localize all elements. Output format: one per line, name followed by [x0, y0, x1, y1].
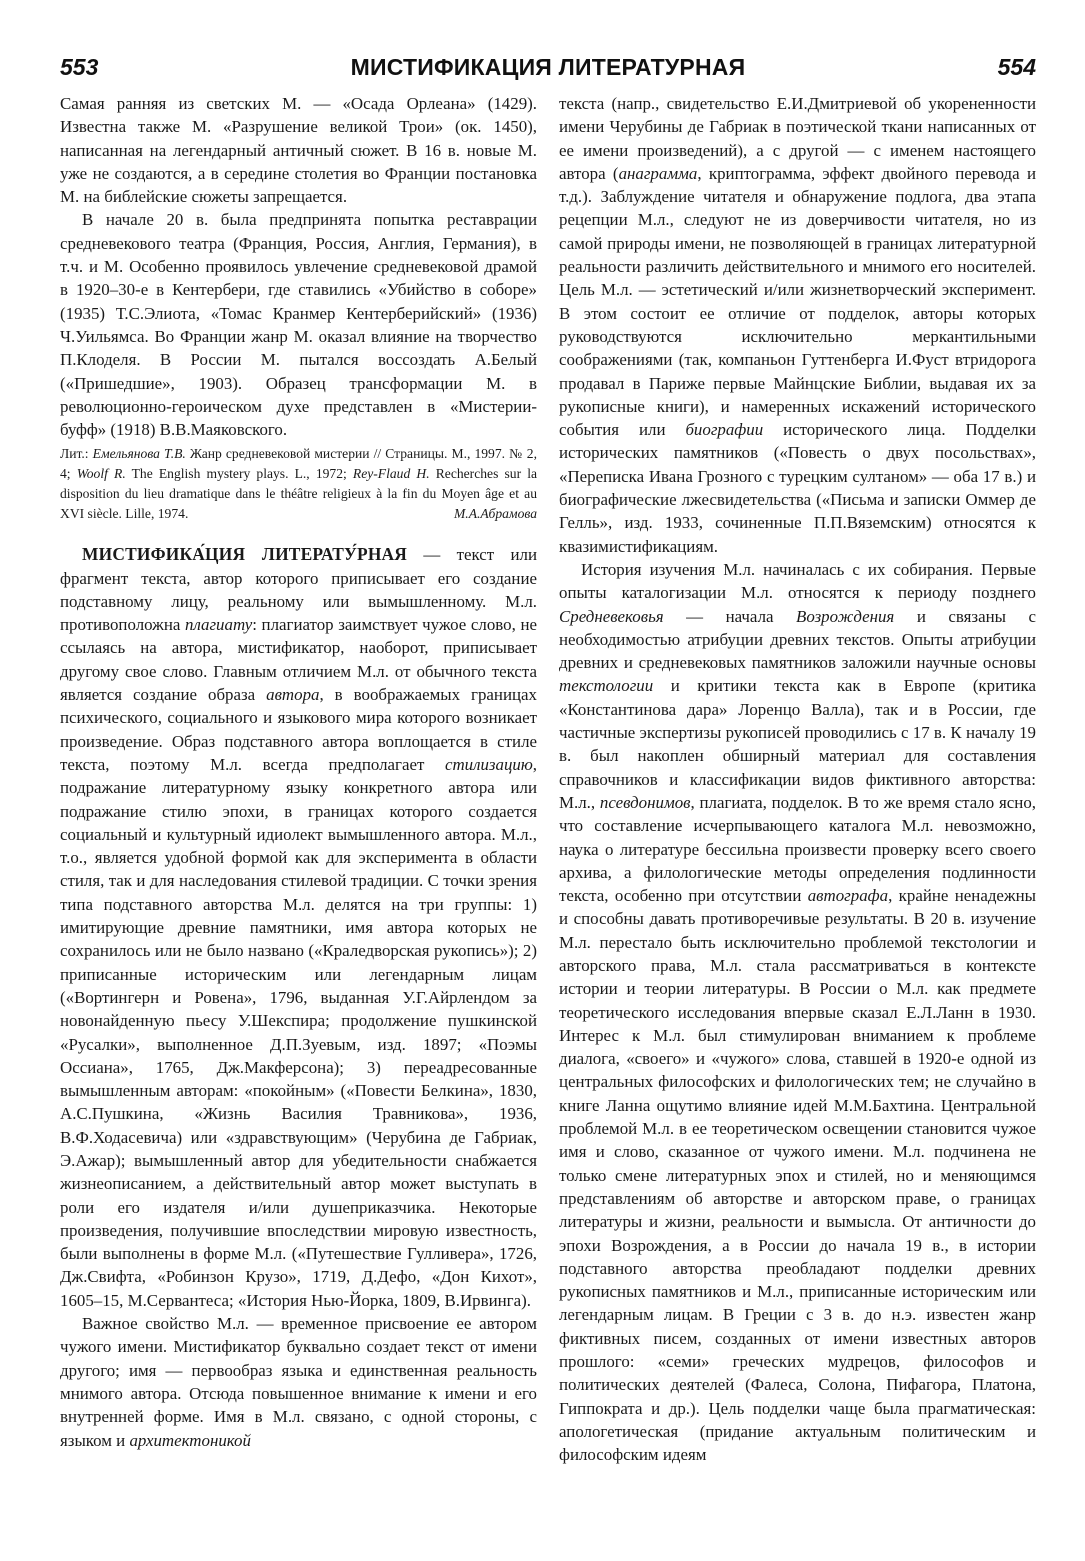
text: исторического лица. Подделки исторических памятников («Повесть о двух посольствах», «Переписка Ивана Грозного с турецким султаном» — оба 17 в.) и биографические лжесвидетельства («Письма и записки Оммер де Гелль», изд. 1933, сочиненные П.П.Вяземским) относятся к квазимистификациям.: [559, 420, 1036, 556]
running-header: [60, 54, 1036, 88]
text: , крайне ненадежны и способны давать противоречивые результаты. В 20 в. изучение М.л. перестало быть исключительно проблемой текстологии и авторского права, М.л. стала рассматриваться в контексте истории и теории литературы. В России о М.л. как предмете теоретического исследования впервые сказал Е.Л.Ланн в 1930. Интерес к М.л. был стимулирован вниманием к проблеме диалога, «своего» и «чужого» слова, ставшей в 1920-е одной из центральных философских и филологических тем; не случайно в книге Ланна ощутимо влияние идей М.М.Бахтина. Центральной проблемой М.л. в ее теоретическом освещении становится чужое имя и слово, сказанное от чужого имени. М.л. подчинена не только смене литературных эпох и стилей, но и меняющимся представлениям об авторстве и авторском праве, о границах литературы и жизни, реальности и вымысла. От античности до эпохи Возрождения, а в России до начала 19 в., в истории подставного авторства преобладают подделки древних рукописных памятников и М.л., приписанные историческим или легендарным лицам. В Греции с 3 в. до н.э. известен жанр фиктивных писем, созданных от имени известных авторов прошлого: «семи» греческих мудрецов, философов и политических деятелей (Фалеса, Солона, Пифагора, Платона, Гиппократа и др.). Цель подделки чаще была прагматическая: апологетическая (придание актуальным политическим и философским идеям: [559, 886, 1036, 1465]
text: — начала: [663, 606, 797, 626]
text: , криптограмма, эффект двойного перевода и т.д.). Заблуждение читателя и обнаружение подлога, два этапа рецепции М.л., следуют не из доверчивости читателя, но из самой природы имени, не позволяющей в границах литературной реальности различить действительного и мнимого его носителей. Цель М.л. — эстетический и/или жизнетворческий эксперимент. В этом состоит ее отличие от подделок, авторы которых руководствуются исключительно меркантильными соображениями (так, компаньон Гуттенберга И.Фуст втридорога продавал в Париже первые Майнцские Библии, выдавая их за рукописные книги), и намеренных искажений исторического события или: [559, 163, 1036, 440]
left-column: [60, 92, 537, 1467]
cross-ref: автора: [266, 685, 320, 705]
lit-text: The English mystery plays. L., 1972;: [125, 466, 353, 482]
paragraph: В начале 20 в. была предпринята попытка реставрации средневекового театра (Франция, Россия, Англия, Германия), в т.ч. и М. Особенно проявилось увлечение средневековой драмой в 1920–30-е в Кентербери, где ставились «Убийство в соборе» (1935) Т.С.Элиота, «Томас Кранмер Кентерберийский» (1936) Ч.Уильямса. Во Франции жанр М. оказал влияние на творчество П.Клоделя. В России М. пытался воссоздать А.Белый («Пришедшие», 1903). Образец трансформации М. в революционно-героическом духе представлен в «Мистерии-буфф» (1918) В.В.Маяковского.: [60, 210, 537, 440]
lit-author: Емельянова Т.В.: [92, 446, 186, 462]
paragraph: Самая ранняя из светских М. — «Осада Орлеана» (1429). Известна также М. «Разрушение великой Трои» (ок. 1450), написанная на легендарный античный сюжет. В 16 в. новые М. уже не создаются, а в середине столетия во Франции постановка М. на библейские сюжеты запрещается.: [60, 94, 537, 207]
lit-text: Жанр средневековой мистерии // Страницы. М., 1997. № 2, 4;: [60, 446, 537, 482]
page-number-right: 554: [997, 54, 1036, 80]
bibliography: [60, 444, 537, 523]
cross-ref: автографа: [807, 886, 889, 906]
text: текста (напр., свидетельство Е.И.Дмитриевой об укорененности имени Черубины де Габриак в поэтической ткани написанных от ее имени произведений), а с другой — с именем настоящего автора (: [559, 94, 1036, 183]
paragraph: [559, 92, 1036, 558]
lit-author: Rey-Flaud H.: [352, 466, 430, 482]
text: История изучения М.л. начиналась с их собирания. Первые опыты каталогизации М.л. относятся к периоду позднего: [559, 559, 1036, 603]
paragraph: [559, 558, 1036, 1467]
text: , плагиата, подделок. В то же время стало ясно, что составление исчерпывающего каталога М.л. невозможно, наука о литературе бессильна произвести проверку всего своего архива, а филологические методы определения подлинности текста, особенно при отсутствии: [559, 792, 1036, 906]
text: Важное свойство М.л. — временное присвоение ее автором чужого имени. Мистификатор буквально создает текст от имени другого; имя — первообраз языка и единственная реальность мнимого автора. Отсюда повышенное внимание к имени и его внутренней форме. Имя в М.л. связано, с одной стороны, с языком и: [60, 1314, 537, 1450]
cross-ref: стилизацию: [444, 754, 533, 774]
article-author: М.А.Абрамова: [453, 505, 537, 521]
paragraph: [60, 1312, 537, 1452]
cross-ref: текстологии: [559, 676, 654, 696]
lit-text: Recherches sur la disposition du lieu dramatique dans le théâtre religieux à la fin du Moyen âge et au XVI siècle. Lille, 1974.: [60, 466, 538, 521]
spacer: [60, 523, 537, 543]
cross-ref: Средневековья: [559, 606, 664, 626]
running-title: МИСТИФИКАЦИЯ ЛИТЕРАТУРНАЯ: [350, 54, 746, 80]
cross-ref: Возрождения: [796, 606, 895, 626]
entry-headword: МИСТИФИКА́ЦИЯ ЛИТЕРАТУ́РНАЯ: [82, 544, 408, 565]
right-column: [559, 92, 1036, 1467]
text: , в воображаемых границах психического, социального и языкового мира которого возникает произведение. Образ подставного автора воплощается в стиле текста, поэтому М.л. всегда предполагает: [60, 685, 537, 774]
text: — текст или фрагмент текста, автор которого приписывает его создание подставному лицу, реальному или вымышленному. М.л. противоположна: [60, 545, 538, 635]
lit-author: Woolf R.: [76, 466, 126, 482]
cross-ref: псевдонимов: [599, 792, 691, 812]
page-number-left: 553: [60, 54, 99, 80]
entry-paragraph: [60, 543, 537, 1312]
cross-ref: анаграмма: [618, 163, 698, 183]
cross-ref: плагиату: [185, 615, 253, 635]
cross-ref: биографии: [685, 420, 764, 440]
cross-ref: архитектоникой: [129, 1430, 251, 1450]
text: и критики текста как в Европе (критика «Константинова дара» Лоренцо Валла), так и в России, где частичные экспертизы рукописей проводились с 17 в. К началу 19 в. был накоплен обширный материал для составления справочников и классификации видов фиктивного авторства: М.л.,: [559, 676, 1036, 812]
text: , подражание литературному языку конкретного автора или подражание стилю эпохи, в границах которого создается социальный и культурный идиолект вымышленного автора. М.л., т.о., является удобной формой как для эксперимента в области стиля, так и для наследования стилевой традиции. С точки зрения типа подставного авторства М.л. делятся на три группы: 1) имитирующие древние памятники, имя автора которых не сохранилось или не было названо («Краледворская рукопись»); 2) приписанные историческим или легендарным лицам («Вортингерн и Ровена», 1796, выданная У.Г.Айрлендом за новонайденную пьесу У.Шекспира; продолжение пушкинской «Русалки», выполненное Д.П.Зуевым, изд. 1897; «Поэмы Оссиана», 1765, Дж.Макферсона); 3) переадресованные вымышленным авторам: «покойным» («Повести Белкина», 1830, А.С.Пушкина, «Жизнь Василия Травникова», 1936, В.Ф.Ходасевича) или «здравствующим» (Черубина де Габриак, Э.Ажар); вымышленный автор для убедительности снабжается жизнеописанием, а действительный автор может выступать в роли его издателя и/или душеприказчика. Некоторые произведения, получившие впоследствии мировую известность, были выполнены в форме М.л. («Путешествие Гулливера», 1726, Дж.Свифта, «Робинзон Крузо», 1719, Д.Дефо, «Дон Кихот», 1605–15, М.Сервантеса; «История Нью-Йорка, 1809, В.Ирвинга).: [60, 754, 537, 1310]
lit-label: Лит.:: [60, 446, 89, 462]
text: : плагиатор заимствует чужое слово, не ссылаясь на автора, мистификатор, наоборот, приписывает другому свое слово. Главным отличием М.л. от обычного текста является создание образа: [60, 615, 537, 705]
text: и связаны с необходимостью атрибуции древних текстов. Опыты атрибуции древних и средневековых памятников заложили научные основы: [559, 606, 1037, 673]
text-columns: [60, 92, 1036, 1467]
